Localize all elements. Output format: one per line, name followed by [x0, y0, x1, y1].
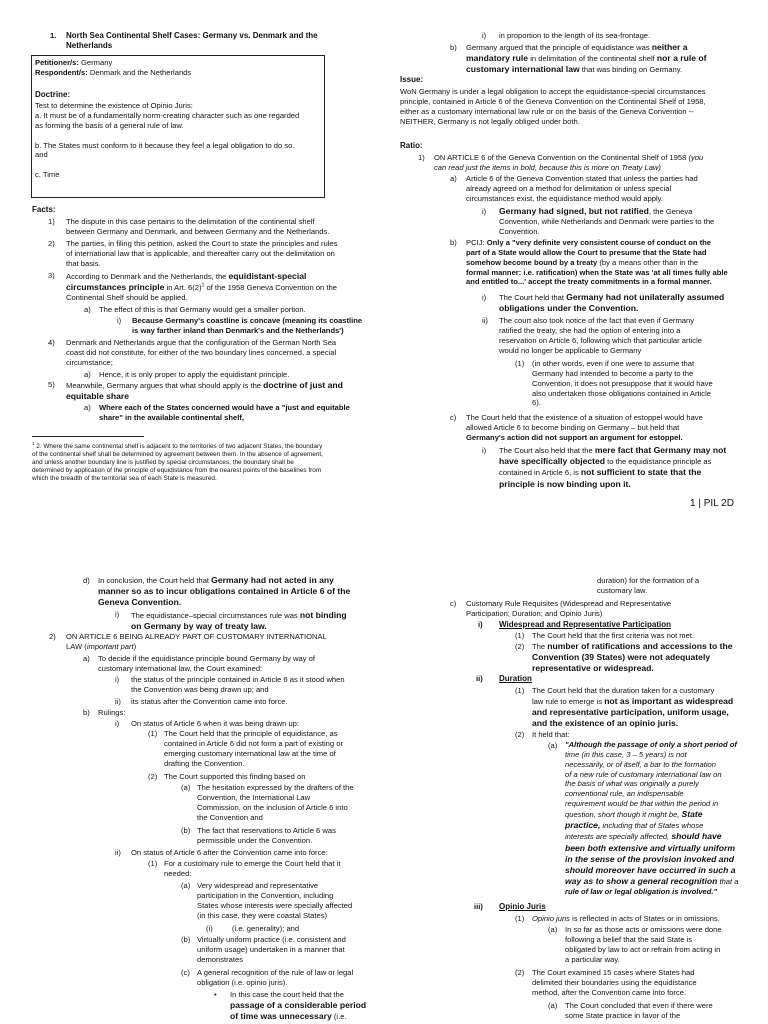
ratio-1ci-number: i): [482, 446, 487, 455]
p2-2-number: 2): [49, 632, 56, 641]
p2-2ai-text: the status of the principle contained in Article 6 as it stood when the Convention was being drawn up; and: [131, 675, 345, 694]
p2-a-text: Very widespread and representative participation in the Convention, including States whose interests were specially affected (in this case, they were coastal States): [197, 881, 353, 920]
p2-2bii-text: On status of Article 6 after the Convention came into force:: [131, 848, 328, 857]
doctrine-line: as forming the basis of a general rule of law.: [35, 120, 184, 130]
ratio-1ai-text: Germany had signed, but not ratified, the Geneva Convention, while Netherlands and Denmark were parties to the Convention.: [499, 206, 715, 237]
doctrine-line: [35, 131, 320, 141]
p2-bullet-text: In this case the court held that the passage of a considerable period of time was unnecessary (i.e.: [230, 990, 367, 1022]
fact-3ai-number: i): [117, 316, 122, 325]
fact-2-text: The parties, in filing this petition, asked the Court to state the principles and rules of international law that is applicable, and thereafter carry out the delimitation on that basis.: [66, 239, 338, 268]
p2-bullet: •: [214, 990, 217, 999]
doctrine-label: Doctrine:: [35, 90, 71, 99]
p2-r-i-heading: Widespread and Representative Participation: [499, 620, 671, 629]
fact-3-text: According to Denmark and the Netherlands, the equidistant-special circumstances principle in Art. $6(2)^1$ of the 1958 Geneva Convention on the Continental Shelf should be applied.: [66, 271, 337, 303]
doctrine-line: and: [35, 150, 48, 160]
ratio-1b-number: b): [450, 238, 457, 247]
p2-r-ii-heading: Duration: [499, 674, 532, 683]
p2-r-ii1-number: (1): [515, 686, 525, 695]
p2-2bi2b-text: The fact that reservations to Article 6 was permissible under the Convention.: [197, 826, 336, 845]
case-number: 1.: [50, 31, 57, 40]
p2-r-i1-text: The Court held that the first criteria was not met.: [532, 631, 695, 640]
p2-2bi2-text: The Court supported this finding based on: [164, 772, 306, 781]
p2-2bi2a-number: (a): [181, 783, 191, 792]
fact-3a-text: The effect of this is that Germany would get a smaller portion.: [99, 305, 306, 314]
p2-r-ii-number: ii): [476, 674, 483, 683]
r-top-number: i): [482, 31, 487, 40]
fact-3-number: 3): [48, 271, 55, 280]
p2-r-top-text: duration) for the formation of a customary law.: [597, 576, 700, 595]
p2-ai-number: (i): [206, 924, 213, 933]
issue-text: WoN Germany is under a legal obligation to accept the equidistance-special circumstances principle, contained in Article 6 of the Geneva Convention on the Continental Shelf of 1958, either as a customary international law rule or on the basis of the Geneva Convention -- NEITHER, Germany is not legally obliged under both.: [400, 87, 706, 126]
fact-1-number: 1): [48, 217, 55, 226]
p2-2a-number: a): [83, 654, 90, 663]
p2-ai-text: (i.e. generality); and: [232, 924, 300, 933]
doctrine-text: [35, 101, 320, 180]
p2-r-ii2-text: It held that:: [532, 730, 570, 739]
fact-5a-number: a): [84, 403, 91, 412]
p2-r-i1-number: (1): [515, 631, 525, 640]
p2-r-iii1-number: (1): [515, 914, 525, 923]
document-page-2: [0, 570, 768, 1024]
fact-4a-text: Hence, it is only proper to apply the equidistant principle.: [99, 370, 290, 379]
ratio-1bii-number: ii): [482, 316, 488, 325]
p2-2ai-number: i): [115, 675, 120, 684]
ratio-1a-text: Article 6 of the Geneva Convention stated that unless the parties had already agreed on a method for delimitation or unless special circumstances exist, the equidistance method would apply.: [466, 174, 698, 203]
p2-2-text: ON ARTICLE 6 BEING ALREADY PART OF CUSTOMARY INTERNATIONAL LAW (important part): [66, 632, 327, 651]
p2-r-i2-text: The number of ratifications and accessions to the Convention (39 States) were not adequately representative or widespread.: [532, 641, 733, 674]
fact-2-number: 2): [48, 239, 55, 248]
footnote: $^1$ 2. Where the same continental shelf is adjacent to the territories of two adjacent States, the boundary of the continental shelf shall be determined by agreement between them. In the absence of agreement, and unless another boundary line is justified by special circumstances, the boundary shall be determined by application of the principle of equidistance from the nearest points of the baselines from which the breadth of the territorial sea of each State is measured.: [32, 441, 323, 483]
ratio-1bi-text: The Court held that Germany had not unilaterally assumed obligations under the Convention.: [499, 292, 725, 314]
fact-4-number: 4): [48, 338, 55, 347]
p2-r-iii1a-number: (a): [548, 925, 558, 934]
p2-r-ii2-number: (2): [515, 730, 525, 739]
p2-2bi2b-number: (b): [181, 826, 191, 835]
doctrine-line: a. It must be of a fundamentally norm-creating character such as one regarded: [35, 110, 300, 120]
p2-2bi2a-text: The hesitation expressed by the drafters of the Convention, the International Law Commission, on the inclusion of Article 6 into the Convention and: [197, 783, 354, 822]
fact-4a-number: a): [84, 370, 91, 379]
r-b-text: Germany argued that the principle of equidistance was neither a mandatory rule in delimitation of the continental shelf nor a rule of customary international law that was binding on Germany.: [466, 42, 707, 75]
doctrine-line: b. The States must conform to it because they feel a legal obligation to do so.: [35, 140, 295, 150]
fact-3ai-text: Because Germany's coastline is concave (meaning its coastline is way farther inland than Denmark's and the Netherlands'): [132, 316, 363, 335]
p2-2a-text: To decide if the equidistance principle bound Germany by way of customary international law, the Court examined:: [98, 654, 315, 673]
facts-label: Facts:: [32, 205, 56, 214]
doctrine-line: Test to determine the existence of Opinio Juris:: [35, 101, 193, 110]
ratio-1a-number: a): [450, 174, 457, 183]
p2-b-text: Virtually uniform practice (i.e. consistent and uniform usage) undertaken in a manner that demonstrates: [197, 935, 346, 964]
p2-r-iii1-text: Opinio juris is reflected in acts of States or in omissions.: [532, 914, 720, 923]
p2-2bii1-text: For a customary rule to emerge the Court held that it needed:: [164, 859, 341, 878]
p2-c-text: A general recognition of the rule of law or legal obligation (i.e. opinio juris).: [197, 968, 354, 987]
fact-5a-text: Where each of the States concerned would have a "just and equitable share" in the available continental shelf,: [99, 403, 350, 422]
case-heading: North Sea Continental Shelf Cases: Germany vs. Denmark and the Netherlands: [66, 31, 318, 51]
p2-b-number: (b): [181, 935, 191, 944]
fact-5-text: Meanwhile, Germany argues that what should apply is the doctrine of just and equitable share: [66, 380, 343, 402]
ratio-1-number: 1): [418, 153, 425, 162]
p2-c-number: (c): [181, 968, 190, 977]
footnote-rule: [32, 436, 144, 437]
issue-label: Issue:: [400, 75, 424, 84]
ratio-1c-number: c): [450, 413, 457, 422]
p2-2b-number: b): [83, 708, 90, 717]
p2-2bi1-text: The Court held that the principle of equidistance, as contained in Article 6 did not form a part of existing or emerging customary international law at the time of drafting the Convention.: [164, 729, 343, 768]
fact-1-text: The dispute in this case pertains to the delimitation of the continental shelf between Germany and Denmark, and between Germany and the Netherlands.: [66, 217, 330, 236]
p2-r-iii2-text: The Court examined 15 cases where States had delimited their boundaries using the equidistance method, after the Convention came into force.: [532, 968, 697, 997]
p2-d-number: d): [83, 576, 90, 585]
p2-r-quote: "Although the passage of only a short period of time (in this case, 3 – 5 years) is not necessarily, or of itself, a bar to the formation of a new rule of customary international law on the basis of what was originally a purely conventional rule, an indispensable requirement would be that within the period in question, short though it might be, State practice, including that of States whose interests are specially affected, should have been both extensive and virtually uniform in the sense of the provision invoked and should moreover have occurred in such a way as to show a general recognition that a rule of law or legal obligation is involved.": [565, 740, 739, 897]
p2-r-ii1-text: The Court held that the duration taken for a customary law rule to emerge is not as important as widespread and representative participation, uniform usage, and the existence of an opinio juris.: [532, 686, 734, 729]
p2-di-number: i): [115, 610, 120, 619]
p2-2b-text: Rulings:: [98, 708, 126, 717]
ratio-1bii1-text: (in other words, even if one were to assume that Germany had intended to become a party to the Convention, it does not presuppose that it would have also undertaken those obligations contained in Article 6).: [532, 359, 713, 408]
fact-4-text: Denmark and Netherlands argue that the configuration of the German North Sea coast did not constitute, for either of the two boundary lines concerned, a special circumstance;: [66, 338, 337, 367]
ratio-1ai-number: i): [482, 207, 487, 216]
p2-r-iii2a-text: The Court concluded that even if there were some State practice in favor of the: [565, 1001, 713, 1020]
doctrine-line: c. Time: [35, 170, 60, 180]
ratio-1c-text: The Court held that the existence of a situation of estoppel would have allowed Article 6 to become binding on Germany – but held that Germany's action did not support an argument for estoppel.: [466, 413, 703, 442]
p2-2aii-number: ii): [115, 697, 121, 706]
p2-r-iii2-number: (2): [515, 968, 525, 977]
fact-3a-number: a): [84, 305, 91, 314]
p2-2bii-number: ii): [115, 848, 121, 857]
r-top-text: in proportion to the length of its sea-frontage.: [499, 31, 651, 40]
ratio-label: Ratio:: [400, 141, 423, 150]
doctrine-line: [35, 160, 320, 170]
p2-r-i-number: i): [478, 620, 483, 629]
p2-2aii-text: its status after the Convention came into force.: [131, 697, 288, 706]
p2-r-iii-number: iii): [474, 902, 483, 911]
p2-a-number: (a): [181, 881, 191, 890]
ratio-1b-text: PCIJ: Only a "very definite very consistent course of conduct on the part of a State would allow the Court to presume that the State had somehow become bound by a treaty (by a means other than in the formal manner: i.e. ratification) when the State was 'at all times fully able and entitled to...' accept the treaty commitments in a formal manner.: [466, 238, 728, 287]
page-gap: [0, 530, 768, 570]
p2-r-c-number: c): [450, 599, 457, 608]
p2-r-iii2a-number: (a): [548, 1001, 558, 1010]
p2-d-text: In conclusion, the Court held that Germany had not acted in any manner so as to incur obligations contained in Article 6 of the Geneva Convention.: [98, 575, 351, 608]
ratio-1bii1-number: (1): [515, 359, 525, 368]
p2-2bi2-number: (2): [148, 772, 158, 781]
p2-r-ii2a-number: (a): [548, 741, 558, 750]
respondent-line: Respondent/s: Denmark and the Netherlands: [35, 68, 192, 77]
p2-r-iii-heading: Opinio Juris: [499, 902, 546, 911]
ratio-1ci-text: The Court also held that the mere fact that Germany may not have specifically objected to the equidistance principle as contained in Article 6, is not sufficient to state that the principle is now binding upon it.: [499, 445, 727, 489]
r-b-number: b): [450, 43, 457, 52]
p2-r-i2-number: (2): [515, 642, 525, 651]
p2-di-text: The equidistance–special circumstances rule was not binding on Germany by way of treaty law.: [131, 610, 347, 632]
fact-5-number: 5): [48, 380, 55, 389]
p2-2bi-text: On status of Article 6 when it was being drawn up:: [131, 719, 299, 728]
p2-2bi-number: i): [115, 719, 120, 728]
p2-2bi1-number: (1): [148, 729, 158, 738]
p2-r-c-text: Customary Rule Requisites (Widespread and Representative Participation; Duration; and Opinio Juris): [466, 599, 672, 618]
page-footer: 1 | PIL 2D: [690, 498, 734, 509]
ratio-1bii-text: The court also took notice of the fact that even if Germany ratified the treaty, she had the option of entering into a reservation on Article 6, following which that particular article would no longer be applicable to Germany: [499, 316, 703, 355]
petitioner-line: Petitioner/s: Germany: [35, 58, 113, 67]
ratio-1bi-number: i): [482, 293, 487, 302]
p2-r-iii1a-text: In so far as those acts or omissions were done following a belief that the said State is obligated by law to act or refrain from acting in a particular way.: [565, 925, 722, 964]
ratio-1-text: ON ARTICLE 6 of the Geneva Convention on the Continental Shelf of 1958 (you can read just the items in bold, because this is more on Treaty Law): [434, 153, 704, 172]
p2-2bii1-number: (1): [148, 859, 158, 868]
